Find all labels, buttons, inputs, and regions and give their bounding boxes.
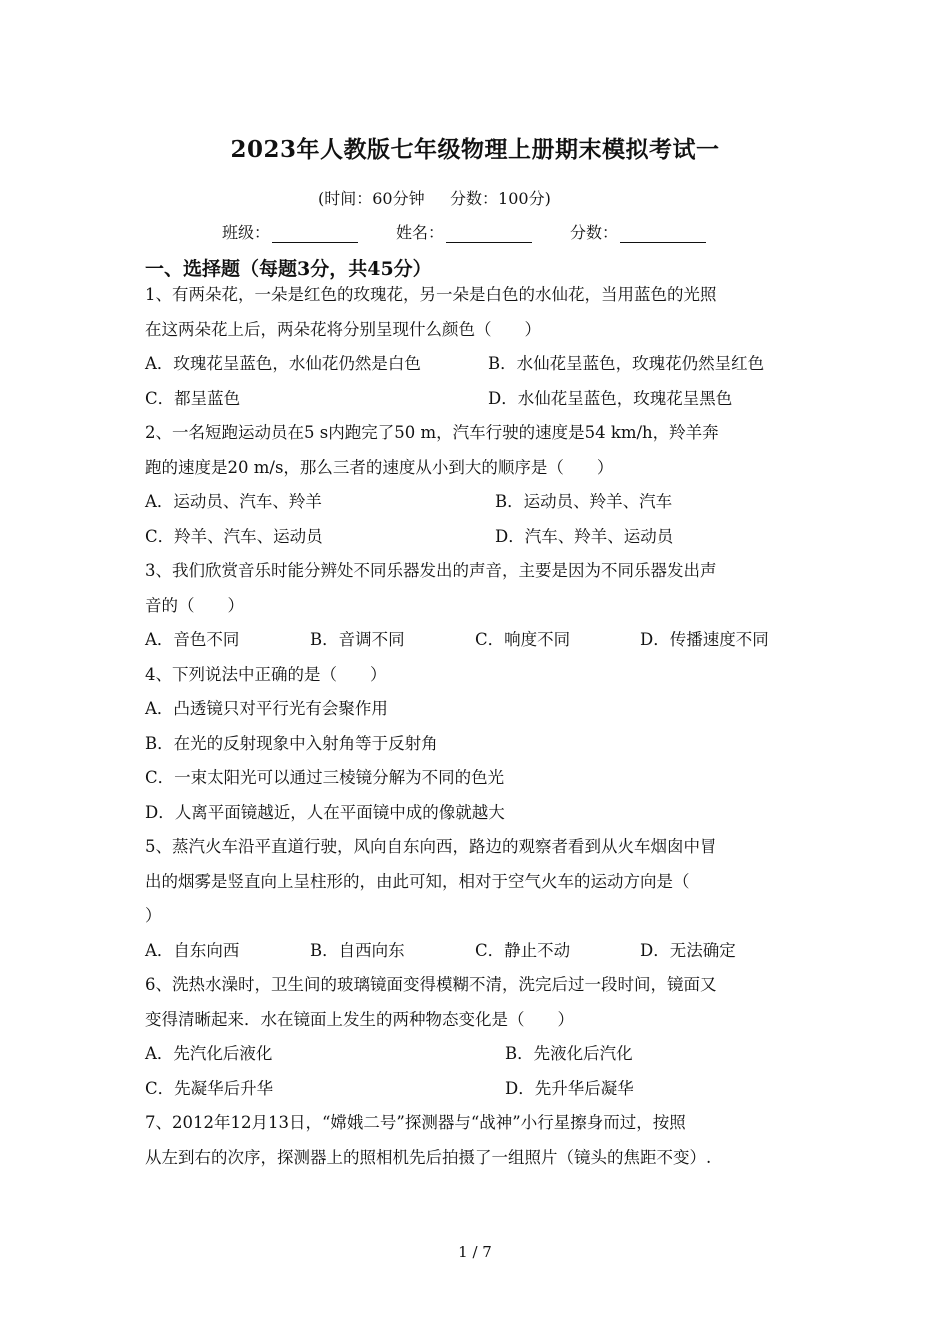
option-row bbox=[145, 761, 815, 796]
exam-title: 2023年人教版七年级物理上册期末模拟考试一 bbox=[230, 136, 720, 163]
question-4 bbox=[145, 658, 815, 831]
answer-option[interactable]: D．水仙花呈蓝色，玫瑰花呈黑色 bbox=[488, 388, 733, 408]
answer-option[interactable]: B．水仙花呈蓝色，玫瑰花仍然呈红色 bbox=[488, 354, 765, 373]
exam-meta: (时间：60分钟 分数：100分) bbox=[318, 189, 551, 208]
question-text: 1、有两朵花，一朵是红色的玫瑰花，另一朵是白色的水仙花，当用蓝色的光照 bbox=[145, 285, 717, 304]
answer-option[interactable]: A．先汽化后液化 bbox=[145, 1044, 273, 1063]
option-row bbox=[145, 520, 815, 555]
score-field bbox=[570, 220, 706, 243]
question-text: 4、下列说法中正确的是（ ） bbox=[145, 664, 387, 684]
answer-option[interactable]: A．自东向西 bbox=[145, 940, 240, 960]
answer-option[interactable]: A．运动员、汽车、羚羊 bbox=[145, 492, 322, 511]
question-2 bbox=[145, 416, 815, 554]
answer-option[interactable]: C．先凝华后升华 bbox=[145, 1078, 274, 1098]
class-blank bbox=[272, 226, 358, 243]
answer-option[interactable]: B．自西向东 bbox=[310, 940, 405, 960]
answer-option[interactable]: B．运动员、羚羊、汽车 bbox=[495, 492, 673, 511]
question-text: 从左到右的次序，探测器上的照相机先后拍摄了一组照片（镜头的焦距不变）. bbox=[145, 1147, 712, 1167]
option-row bbox=[145, 1037, 815, 1072]
score-label: 分数： bbox=[570, 223, 619, 242]
question-text: 6、洗热水澡时，卫生间的玻璃镜面变得模糊不清，洗完后过一段时间，镜面又 bbox=[145, 975, 717, 994]
question-text: 7、2012年12月13日，“嫦娥二号”探测器与“战神”小行星擦身而过，按照 bbox=[145, 1113, 686, 1132]
answer-option[interactable]: C．一束太阳光可以通过三棱镜分解为不同的色光 bbox=[145, 768, 505, 787]
question-text: 变得清晰起来．水在镜面上发生的两种物态变化是（ ） bbox=[145, 1009, 574, 1029]
answer-option[interactable]: A．音色不同 bbox=[145, 630, 240, 649]
option-row bbox=[145, 485, 815, 520]
option-row bbox=[145, 727, 815, 762]
answer-option[interactable]: D．汽车、羚羊、运动员 bbox=[495, 526, 674, 546]
answer-option[interactable]: D．先升华后凝华 bbox=[505, 1078, 634, 1098]
question-text: ） bbox=[145, 906, 162, 925]
option-row bbox=[145, 1072, 815, 1107]
question-5 bbox=[145, 830, 815, 968]
answer-option[interactable]: B．音调不同 bbox=[310, 630, 405, 649]
answer-option[interactable]: C．响度不同 bbox=[475, 630, 571, 649]
option-row bbox=[145, 796, 815, 831]
answer-option[interactable]: D．无法确定 bbox=[640, 940, 736, 960]
section-heading: 一、选择题（每题3分，共45分） bbox=[145, 258, 432, 280]
answer-option[interactable]: A．凸透镜只对平行光有会聚作用 bbox=[145, 699, 388, 718]
class-field bbox=[222, 220, 358, 243]
answer-option[interactable]: B．在光的反射现象中入射角等于反射角 bbox=[145, 733, 438, 753]
answer-option[interactable]: A．玫瑰花呈蓝色，水仙花仍然是白色 bbox=[145, 354, 421, 373]
question-text: 在这两朵花上后，两朵花将分别呈现什么颜色（ ） bbox=[145, 319, 541, 339]
answer-option[interactable]: D．传播速度不同 bbox=[640, 630, 769, 649]
question-6 bbox=[145, 968, 815, 1106]
question-text: 5、蒸汽火车沿平直道行驶，风向自东向西，路边的观察者看到从火车烟囱中冒 bbox=[145, 837, 717, 856]
question-text: 出的烟雾是竖直向上呈柱形的，由此可知，相对于空气火车的运动方向是（ bbox=[145, 871, 690, 891]
class-label: 班级： bbox=[222, 223, 271, 242]
question-1 bbox=[145, 278, 815, 416]
answer-option[interactable]: C．都呈蓝色 bbox=[145, 388, 241, 408]
student-fields bbox=[222, 220, 744, 243]
option-row bbox=[145, 623, 815, 658]
name-field bbox=[396, 220, 532, 243]
answer-option[interactable]: C．静止不动 bbox=[475, 940, 571, 960]
question-text: 跑的速度是20 m/s，那么三者的速度从小到大的顺序是（ ） bbox=[145, 457, 614, 477]
page-number: 1 / 7 bbox=[458, 1243, 492, 1261]
question-text: 2、一名短跑运动员在5 s内跑完了50 m，汽车行驶的速度是54 km/h，羚羊奔 bbox=[145, 423, 719, 442]
answer-option[interactable]: C．羚羊、汽车、运动员 bbox=[145, 526, 323, 546]
question-text: 3、我们欣赏音乐时能分辨处不同乐器发出的声音，主要是因为不同乐器发出声 bbox=[145, 561, 717, 580]
question-text: 音的（ ） bbox=[145, 595, 244, 615]
name-blank bbox=[446, 226, 532, 243]
question-7 bbox=[145, 1106, 815, 1175]
score-blank bbox=[620, 226, 706, 243]
answer-option[interactable]: D．人离平面镜越近，人在平面镜中成的像就越大 bbox=[145, 802, 505, 822]
option-row bbox=[145, 347, 815, 382]
option-row bbox=[145, 934, 815, 969]
option-row bbox=[145, 692, 815, 727]
name-label: 姓名： bbox=[396, 223, 445, 242]
question-list bbox=[145, 278, 815, 1175]
option-row bbox=[145, 382, 815, 417]
answer-option[interactable]: B．先液化后汽化 bbox=[505, 1044, 633, 1063]
question-3 bbox=[145, 554, 815, 658]
